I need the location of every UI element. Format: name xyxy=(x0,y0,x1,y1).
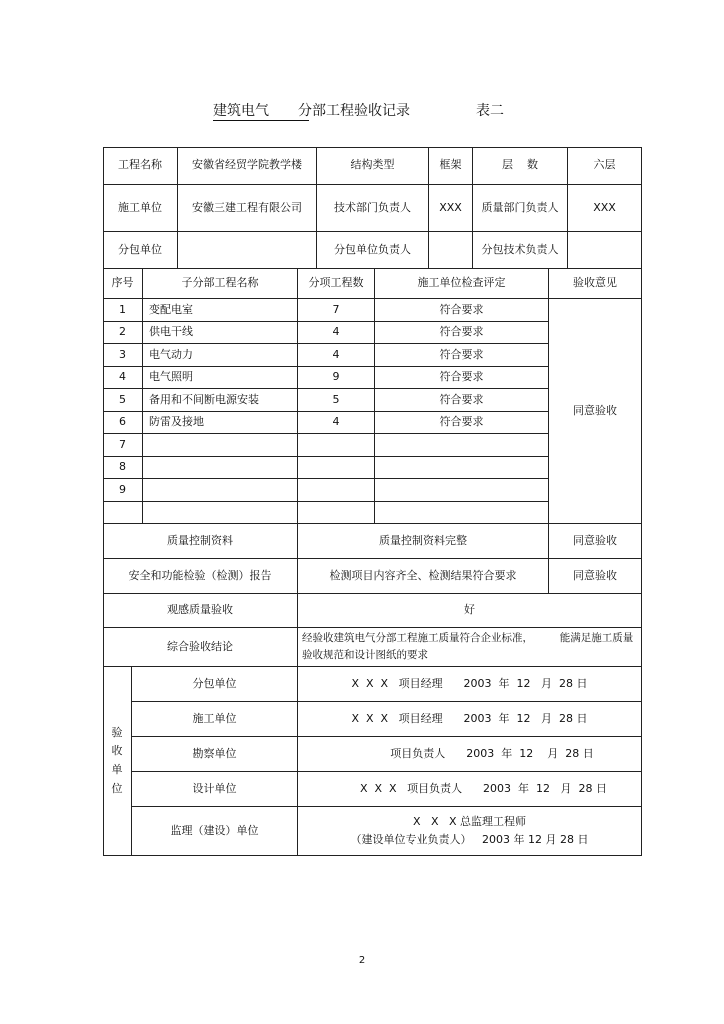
conclusion-value: 经验收建筑电气分部工程施工质量符合企业标准， 能满足施工质量验收规范和设计图纸的要求 xyxy=(298,628,642,667)
appearance-label: 观感质量验收 xyxy=(103,594,298,628)
row-7-no: 7 xyxy=(103,434,143,457)
sub-label: 分包单位 xyxy=(103,232,178,269)
row-6-eval: 符合要求 xyxy=(375,412,549,435)
row-7-eval xyxy=(375,434,549,457)
project-name-value: 安徽省经贸学院教学楼 xyxy=(178,147,317,185)
header-no: 序号 xyxy=(103,269,143,299)
row-2-eval: 符合要求 xyxy=(375,322,549,345)
floors-value: 六层 xyxy=(568,147,642,185)
safety-label: 安全和功能检验（检测）报告 xyxy=(103,559,298,594)
supervision-line-1: X X X 总监理工程师 xyxy=(412,815,527,829)
title-part-1: 建筑电气 xyxy=(213,100,309,121)
quality-head-label: 质量部门负责人 xyxy=(473,185,568,232)
acceptance-value-supervision xyxy=(298,807,642,856)
row-10-count xyxy=(298,502,375,525)
row-7-name xyxy=(143,434,298,457)
structure-value: 框架 xyxy=(429,147,473,185)
sub-value xyxy=(178,232,317,269)
quality-head-value: XXX xyxy=(568,185,642,232)
row-4-name: 电气照明 xyxy=(143,367,298,390)
header-count: 分项工程数 xyxy=(298,269,375,299)
row-3-no: 3 xyxy=(103,344,143,367)
acceptance-unit-survey: 勘察单位 xyxy=(132,737,298,772)
row-8-no: 8 xyxy=(103,457,143,480)
title-part-2: 分部工程验收记录 xyxy=(298,103,410,119)
page-number: 2 xyxy=(358,955,366,966)
row-9-no: 9 xyxy=(103,479,143,502)
acceptance-unit-sub: 分包单位 xyxy=(132,667,298,702)
row-8-count xyxy=(298,457,375,480)
header-eval: 施工单位检查评定 xyxy=(375,269,549,299)
row-8-name xyxy=(143,457,298,480)
conclusion-label: 综合验收结论 xyxy=(103,628,298,667)
row-5-no: 5 xyxy=(103,389,143,412)
contractor-label: 施工单位 xyxy=(103,185,178,232)
row-4-no: 4 xyxy=(103,367,143,390)
safety-value: 检测项目内容齐全、检测结果符合要求 xyxy=(298,559,549,594)
row-3-count: 4 xyxy=(298,344,375,367)
acceptance-value-contractor: X X X 项目经理 2003 年 12 月 28 日 xyxy=(298,702,642,737)
row-5-name: 备用和不间断电源安装 xyxy=(143,389,298,412)
row-6-count: 4 xyxy=(298,412,375,435)
table-opinion: 同意验收 xyxy=(549,299,642,524)
row-10-eval xyxy=(375,502,549,525)
row-10-no xyxy=(103,502,143,525)
acceptance-side-label: 验 收 单 位 xyxy=(103,667,132,856)
row-9-count xyxy=(298,479,375,502)
row-2-count: 4 xyxy=(298,322,375,345)
row-1-eval: 符合要求 xyxy=(375,299,549,322)
header-opinion: 验收意见 xyxy=(549,269,642,299)
row-5-count: 5 xyxy=(298,389,375,412)
row-7-count xyxy=(298,434,375,457)
row-2-no: 2 xyxy=(103,322,143,345)
row-1-count: 7 xyxy=(298,299,375,322)
sub-head-label: 分包单位负责人 xyxy=(317,232,429,269)
row-2-name: 供电干线 xyxy=(143,322,298,345)
acceptance-value-sub: X X X 项目经理 2003 年 12 月 28 日 xyxy=(298,667,642,702)
acceptance-form xyxy=(103,147,642,856)
sub-tech-value xyxy=(568,232,642,269)
supervision-line-2: （建设单位专业负责人） 2003 年 12 月 28 日 xyxy=(350,833,589,846)
structure-label: 结构类型 xyxy=(317,147,429,185)
row-3-name: 电气动力 xyxy=(143,344,298,367)
acceptance-unit-supervision: 监理（建设）单位 xyxy=(132,807,298,856)
row-6-name: 防雷及接地 xyxy=(143,412,298,435)
row-9-name xyxy=(143,479,298,502)
row-1-no: 1 xyxy=(103,299,143,322)
appearance-value: 好 xyxy=(298,594,642,628)
row-1-name: 变配电室 xyxy=(143,299,298,322)
quality-docs-label: 质量控制资料 xyxy=(103,524,298,559)
quality-docs-opinion: 同意验收 xyxy=(549,524,642,559)
safety-opinion: 同意验收 xyxy=(549,559,642,594)
acceptance-unit-contractor: 施工单位 xyxy=(132,702,298,737)
acceptance-value-design: X X X 项目负责人 2003 年 12 月 28 日 xyxy=(298,772,642,807)
sub-tech-label: 分包技术负责人 xyxy=(473,232,568,269)
row-3-eval: 符合要求 xyxy=(375,344,549,367)
title-part-3: 表二 xyxy=(476,103,504,119)
header-name: 子分部工程名称 xyxy=(143,269,298,299)
row-8-eval xyxy=(375,457,549,480)
tech-head-value: XXX xyxy=(429,185,473,232)
floors-label: 层 数 xyxy=(473,147,568,185)
acceptance-value-survey: 项目负责人 2003 年 12 月 28 日 xyxy=(298,737,642,772)
quality-docs-value: 质量控制资料完整 xyxy=(298,524,549,559)
row-6-no: 6 xyxy=(103,412,143,435)
acceptance-unit-design: 设计单位 xyxy=(132,772,298,807)
tech-head-label: 技术部门负责人 xyxy=(317,185,429,232)
project-name-label: 工程名称 xyxy=(103,147,178,185)
row-4-count: 9 xyxy=(298,367,375,390)
row-5-eval: 符合要求 xyxy=(375,389,549,412)
row-10-name xyxy=(143,502,298,525)
row-9-eval xyxy=(375,479,549,502)
contractor-value: 安徽三建工程有限公司 xyxy=(178,185,317,232)
sub-head-value xyxy=(429,232,473,269)
row-4-eval: 符合要求 xyxy=(375,367,549,390)
